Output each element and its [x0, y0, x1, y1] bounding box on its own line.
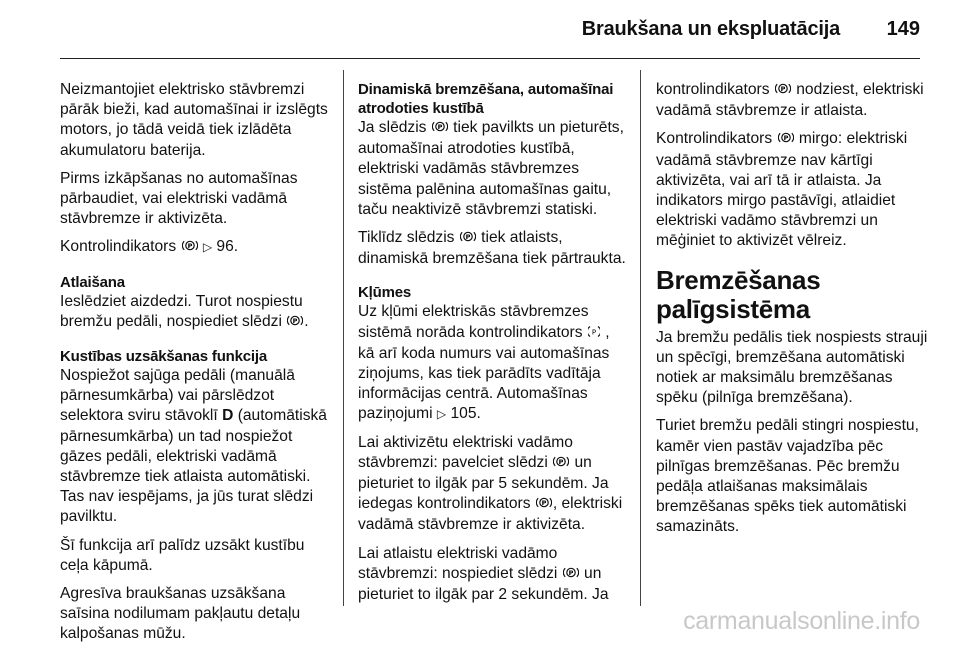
svg-text:P: P [568, 568, 574, 577]
parking-brake-icon [460, 229, 476, 249]
text: (automātiskā pārnesumkārba) un tad nospiežot gāzes pedāli, elektriski vadāmā stāvbremze tiek atlaista automātiski. Tas nav iespējams, ja jūs turat slēdzi pavilktu. [60, 407, 327, 526]
text: kontrolindikators [656, 81, 770, 98]
paragraph: Neizmantojiet elektrisko stāvbremzi pārāk bieži, kad automašīnai ir izslēgts motors, jo tādā veidā tiek izlādēta akumulatoru baterija. [60, 81, 328, 159]
fault-indicator-icon [588, 324, 600, 344]
running-title: Braukšana un ekspluatācija [581, 18, 840, 40]
paragraph: Agresīva braukšanas uzsākšana saīsina nodilumam pakļautu detaļu kalpošanas mūžu. [60, 585, 301, 643]
heading-faults: Kļūmes [358, 284, 411, 302]
text: Nospiežot sajūga pedāli (manuālā pārnesumkārba) vai pārslēdzot selektora sviru stāvoklī [60, 367, 295, 425]
text: tiek atlaists, dinamiskā bremzēšana tiek pārtraukta. [358, 229, 626, 268]
svg-text:P: P [591, 328, 596, 337]
heading-drive-away: Kustības uzsākšanas funkcija [60, 348, 267, 366]
svg-text:P: P [292, 316, 298, 325]
heading-release: Atlaišana [60, 273, 125, 291]
parking-brake-icon [536, 495, 552, 515]
text: mirgo: elektriski vadāmā stāvbremze nav kārtīgi aktivizēta, vai arī tā ir atlaista. Ja indikators mirgo pastāvīgi, atlaidiet elektriski vadāmo stāvbremzi un mēģiniet to aktivizēt vēlreiz. [656, 130, 908, 250]
text: nodziest, elektriski vadāmā stāvbremze ir atlaista. [656, 81, 924, 120]
gear-position-label: D [222, 407, 234, 425]
svg-text:P: P [783, 134, 788, 143]
column-1 [60, 80, 332, 653]
text: tiek pavilkts un pieturēts, automašīnai atrodoties kustībā, elektriski vadāmās stāvbremzes sistēma palēnina automašīnas gaitu, taču neaktivizē stāvbremzi statiski. [358, 119, 624, 218]
parking-brake-icon [775, 81, 791, 101]
text: Lai aktivizētu elektriski vadāmo stāvbremzi: pavelciet slēdzi [358, 433, 573, 471]
paragraph [60, 366, 332, 528]
text: Uz kļūmi elektriskās stāvbremzes sistēmā norāda kontrolindikators [358, 303, 589, 341]
parking-brake-icon [778, 130, 794, 150]
text: un pieturiet to ilgāk par 2 sekundēm. Ja [358, 564, 609, 604]
watermark: carmanualsonline.info [683, 607, 920, 635]
parking-brake-icon [563, 565, 579, 585]
text: Ieslēdziet aizdedzi. Turot nospiestu bremžu pedāli, nospiediet slēdzi [60, 292, 303, 330]
paragraph [358, 118, 630, 220]
page-number: 149 [886, 18, 920, 40]
paragraph [358, 302, 630, 424]
page-reference-arrow-icon: ▷ [202, 240, 213, 255]
parking-brake-icon [553, 454, 569, 474]
svg-text:P: P [780, 85, 786, 93]
text: , elektriski vadāmā stāvbremze ir aktivizēta. [358, 495, 623, 534]
svg-text:P: P [558, 457, 564, 466]
text: Lai atlaistu elektriski vadāmo stāvbremzi: nospiediet slēdzi [358, 544, 558, 582]
text: un pieturiet to ilgāk par 5 sekundēm. Ja iedegas kontrolindikators [358, 453, 609, 513]
paragraph [358, 544, 630, 606]
header-rule [60, 58, 920, 59]
heading-brake-assist: Bremzēšanas palīgsistēma [656, 264, 821, 324]
page-reference-arrow-icon: ▷ [436, 407, 447, 422]
paragraph: Turiet bremžu pedāli stingri nospiestu, kamēr vien pastāv vajadzība pēc pilnīgas bremzēšanas. Pēc bremžu pedāļa atlaišanas maksimālais bremzēšanas spēks tiek automātiski samazināts. [656, 417, 919, 536]
paragraph: Pirms izkāpšanas no automašīnas pārbaudiet, vai elektriski vadāmā stāvbremze ir aktivizēta. [60, 169, 298, 228]
text: , kā arī koda numurs vai automašīnas ziņojums, kas tiek parādīts vadītāja informācijas centrā. Automašīnas paziņojumi [358, 323, 610, 423]
svg-text:P: P [437, 123, 443, 131]
column-3 [656, 80, 928, 546]
paragraph [60, 237, 332, 258]
heading-dynamic-braking: Dinamiskā bremzēšana, automašīnai atrodoties kustībā [358, 81, 614, 117]
text: Tiklīdz slēdzis [358, 229, 455, 247]
paragraph [358, 433, 630, 536]
svg-text:P: P [187, 242, 192, 251]
paragraph [656, 80, 928, 121]
column-divider [640, 70, 641, 606]
page-reference: 96. [216, 238, 239, 256]
parking-brake-icon [432, 119, 448, 139]
paragraph: Ieslēdziet aizdedzi. Turot nospiestu bremžu pedāli, nospiediet slēdzi P . [60, 292, 332, 333]
text: Kontrolindikators [60, 238, 177, 256]
svg-text:P: P [465, 233, 471, 242]
text: Kontrolindikators [656, 130, 773, 148]
paragraph [358, 228, 630, 269]
page-reference: 105. [450, 405, 481, 423]
paragraph: Šī funkcija arī palīdz uzsākt kustību ceļa kāpumā. [60, 536, 305, 574]
parking-brake-icon [287, 313, 303, 333]
text: Ja slēdzis [358, 119, 427, 136]
column-divider [343, 70, 344, 606]
column-2 [358, 80, 630, 613]
paragraph: Ja bremžu pedālis tiek nospiests strauji un spēcīgi, bremzēšana automātiski notiek ar maksimālu bremzēšanas spēku (pilnīga bremzēšana). [656, 328, 928, 407]
parking-brake-icon [182, 238, 198, 258]
svg-text:P: P [541, 499, 547, 508]
paragraph [656, 129, 928, 251]
